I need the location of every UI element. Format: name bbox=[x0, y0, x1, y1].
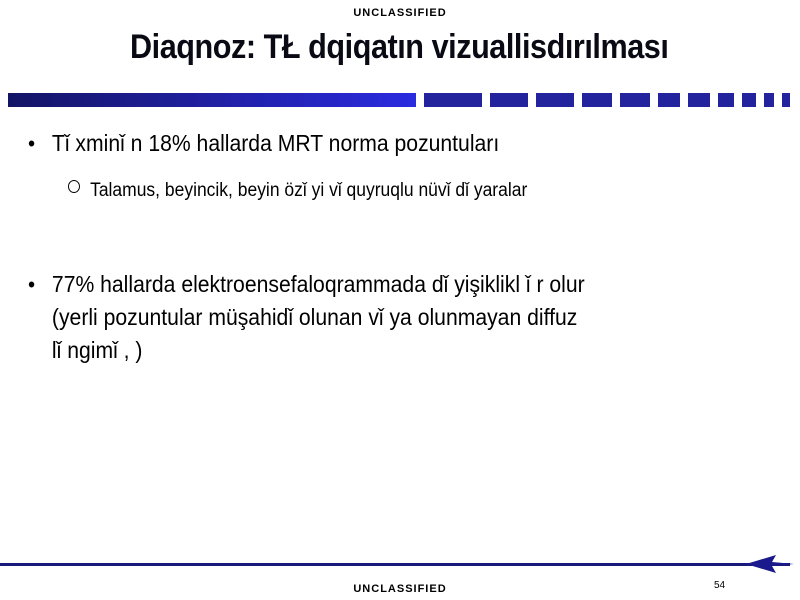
slide-title: Diaqnoz: TŁ dqiqatın vizuallisdırılması bbox=[130, 28, 669, 66]
sub-bullet-1-text: Talamus, beyincik, beyin özǐ yi vǐ quyruqlu nüvǐ dǐ yaralar bbox=[90, 180, 528, 201]
title-decorative-stripe bbox=[8, 93, 794, 107]
bullet-2-line-3: lǐ ngimǐ , ) bbox=[51, 337, 143, 363]
classification-footer: UNCLASSIFIED bbox=[353, 583, 447, 595]
footer-arrow-icon bbox=[746, 553, 794, 575]
sub-bullet-ring-icon bbox=[68, 180, 80, 193]
bullet-2-text-block bbox=[52, 268, 585, 367]
bullet-dot-icon: • bbox=[28, 131, 36, 156]
bullet-2-line-1: 77% hallarda elektroensefaloqrammada dǐ yişiklikl ǐ r olur bbox=[51, 271, 585, 297]
classification-header: UNCLASSIFIED bbox=[353, 7, 447, 19]
bullet-1-text: Tǐ xminǐ n 18% hallarda MRT norma pozuntuları bbox=[51, 130, 500, 156]
bullet-2-line-2: (yerli pozuntular müşahidǐ olunan vǐ ya olunmayan diffuz bbox=[51, 304, 578, 330]
footer-rule bbox=[0, 563, 790, 566]
bullet-dot-icon: • bbox=[28, 272, 36, 297]
page-number: 54 bbox=[714, 580, 726, 591]
